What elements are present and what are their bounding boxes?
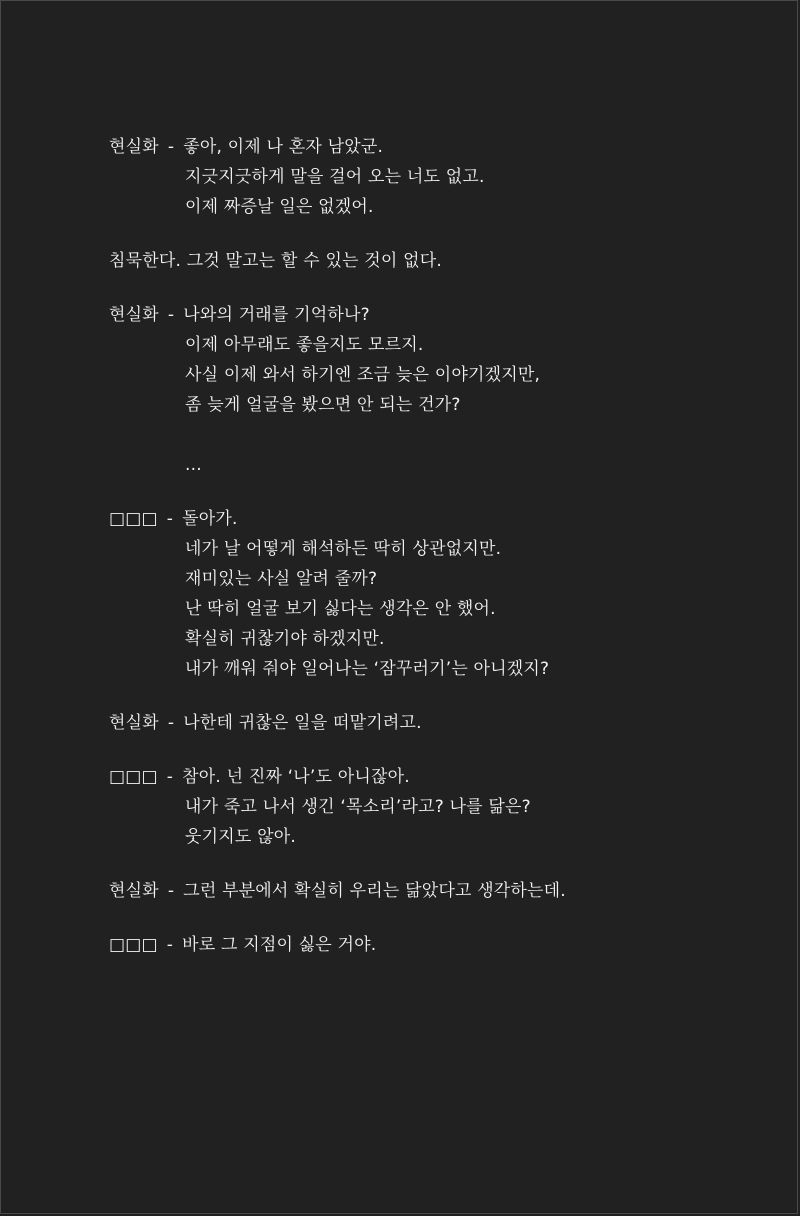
dialogue-first-line <box>109 708 777 738</box>
dialogue-block <box>109 876 777 906</box>
speaker-name: □□□ <box>109 509 158 529</box>
dialogue-line: 사실 이제 와서 하기엔 조금 늦은 이야기겠지만, <box>185 365 541 385</box>
speaker-name: 현실화 <box>109 137 159 157</box>
dialogue-first-line <box>109 504 777 534</box>
narration-block <box>109 246 777 276</box>
dialogue-line <box>109 420 777 450</box>
speaker-name: 현실화 <box>109 305 159 325</box>
narration-line: 침묵한다. 그것 말고는 할 수 있는 것이 없다. <box>109 251 443 271</box>
dialogue-block <box>109 504 777 684</box>
dialogue-block <box>109 132 777 222</box>
dialogue-line: 나한테 귀찮은 일을 떠맡기려고. <box>183 713 422 733</box>
dialogue-line: 내가 깨워 줘야 일어나는 ‘잠꾸러기’는 아니겠지? <box>185 659 550 679</box>
speaker-name: □□□ <box>109 935 158 955</box>
dash: - <box>166 509 174 529</box>
dash: - <box>167 305 175 325</box>
dialogue-block <box>109 300 777 480</box>
dialogue-first-line <box>109 930 777 960</box>
dialogue-first-line <box>109 300 777 330</box>
dialogue-line: 이제 짜증날 일은 없겠어. <box>185 197 374 217</box>
dialogue-line: 참아. 넌 진짜 ‘나’도 아니잖아. <box>182 767 410 787</box>
dialogue-block <box>109 762 777 852</box>
dash: - <box>166 767 174 787</box>
dialogue-first-line <box>109 876 777 906</box>
dialogue-block <box>109 930 777 960</box>
speaker-name: 현실화 <box>109 713 159 733</box>
dialogue-block <box>109 708 777 738</box>
dialogue-line: 지긋지긋하게 말을 걸어 오는 너도 없고. <box>185 167 485 187</box>
dialogue-first-line <box>109 762 777 792</box>
dialogue-line: 좋아, 이제 나 혼자 남았군. <box>183 137 384 157</box>
dash: - <box>167 881 175 901</box>
dialogue-line: 이제 아무래도 좋을지도 모르지. <box>185 335 424 355</box>
dialogue-line: 네가 날 어떻게 해석하든 딱히 상관없지만. <box>185 539 502 559</box>
dash: - <box>166 935 174 955</box>
dialogue-line: 돌아가. <box>182 509 238 529</box>
dialogue-line: 바로 그 지점이 싫은 거야. <box>182 935 377 955</box>
dialogue-line: 좀 늦게 얼굴을 봤으면 안 되는 건가? <box>185 395 461 415</box>
dialogue-line: 나와의 거래를 기억하나? <box>183 305 370 325</box>
dialogue-line: 확실히 귀찮기야 하겠지만. <box>185 629 385 649</box>
ellipsis-line: ... <box>185 455 202 475</box>
dialogue-line: 그런 부분에서 확실히 우리는 닮았다고 생각하는데. <box>183 881 566 901</box>
speaker-name: □□□ <box>109 767 158 787</box>
dialogue-line: 웃기지도 않아. <box>185 827 296 847</box>
dialogue-line: 재미있는 사실 알려 줄까? <box>185 569 378 589</box>
script-text <box>109 132 777 984</box>
dash: - <box>167 713 175 733</box>
dialogue-line: 난 딱히 얼굴 보기 싫다는 생각은 안 했어. <box>185 599 496 619</box>
speaker-name: 현실화 <box>109 881 159 901</box>
dialogue-first-line <box>109 132 777 162</box>
dash: - <box>167 137 175 157</box>
dialogue-line: 내가 죽고 나서 생긴 ‘목소리’라고? 나를 닮은? <box>185 797 531 817</box>
